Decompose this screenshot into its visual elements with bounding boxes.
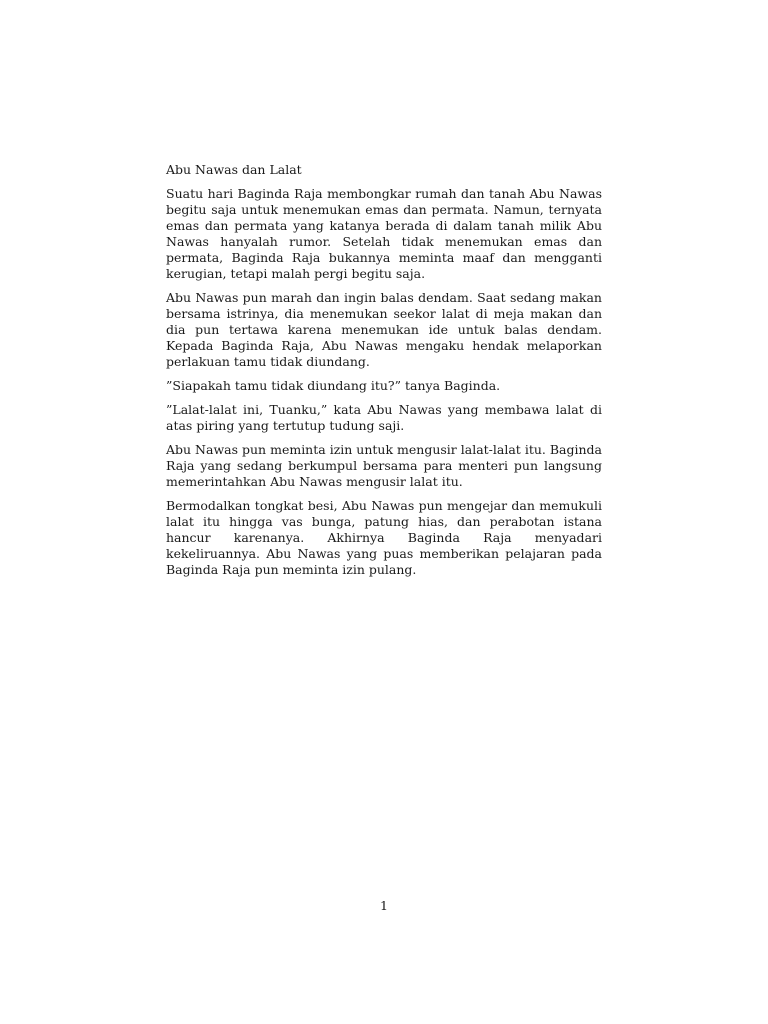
paragraph-2: Abu Nawas pun marah dan ingin balas dendam. Saat sedang makan bersama istrinya, dia menemukan seekor lalat di meja makan dan dia pun tertawa karena menemukan ide untuk balas dendam. Kepada Baginda Raja, Abu Nawas mengaku hendak melaporkan perlakuan tamu tidak diundang. xyxy=(166,290,602,369)
paragraph-4: ”Lalat-lalat ini, Tuanku,” kata Abu Nawas yang membawa lalat di atas piring yang tertutup tudung saji. xyxy=(166,402,602,433)
paragraph-6: Bermodalkan tongkat besi, Abu Nawas pun mengejar dan memukuli lalat itu hingga vas bunga, patung hias, dan perabotan istana hancur karenanya. Akhirnya Baginda Raja menyadari kekeliruannya. Abu Nawas yang puas memberikan pelajaran pada Baginda Raja pun meminta izin pulang. xyxy=(166,498,602,577)
paragraph-3: ”Siapakah tamu tidak diundang itu?” tanya Baginda. xyxy=(166,378,501,393)
paragraph-1: Suatu hari Baginda Raja membongkar rumah dan tanah Abu Nawas begitu saja untuk menemukan emas dan permata. Namun, ternyata emas dan permata yang katanya berada di dalam tanah milik Abu Nawas hanyalah rumor. Setelah tidak menemukan emas dan permata, Baginda Raja bukannya meminta maaf dan mengganti kerugian, tetapi malah pergi begitu saja. xyxy=(166,186,602,281)
paragraph-5: Abu Nawas pun meminta izin untuk mengusir lalat-lalat itu. Baginda Raja yang sedang berkumpul bersama para menteri pun langsung memerintahkan Abu Nawas mengusir lalat itu. xyxy=(166,442,602,489)
document-title: Abu Nawas dan Lalat xyxy=(166,162,302,177)
document-body xyxy=(166,162,602,586)
page-number: 1 xyxy=(380,898,388,913)
